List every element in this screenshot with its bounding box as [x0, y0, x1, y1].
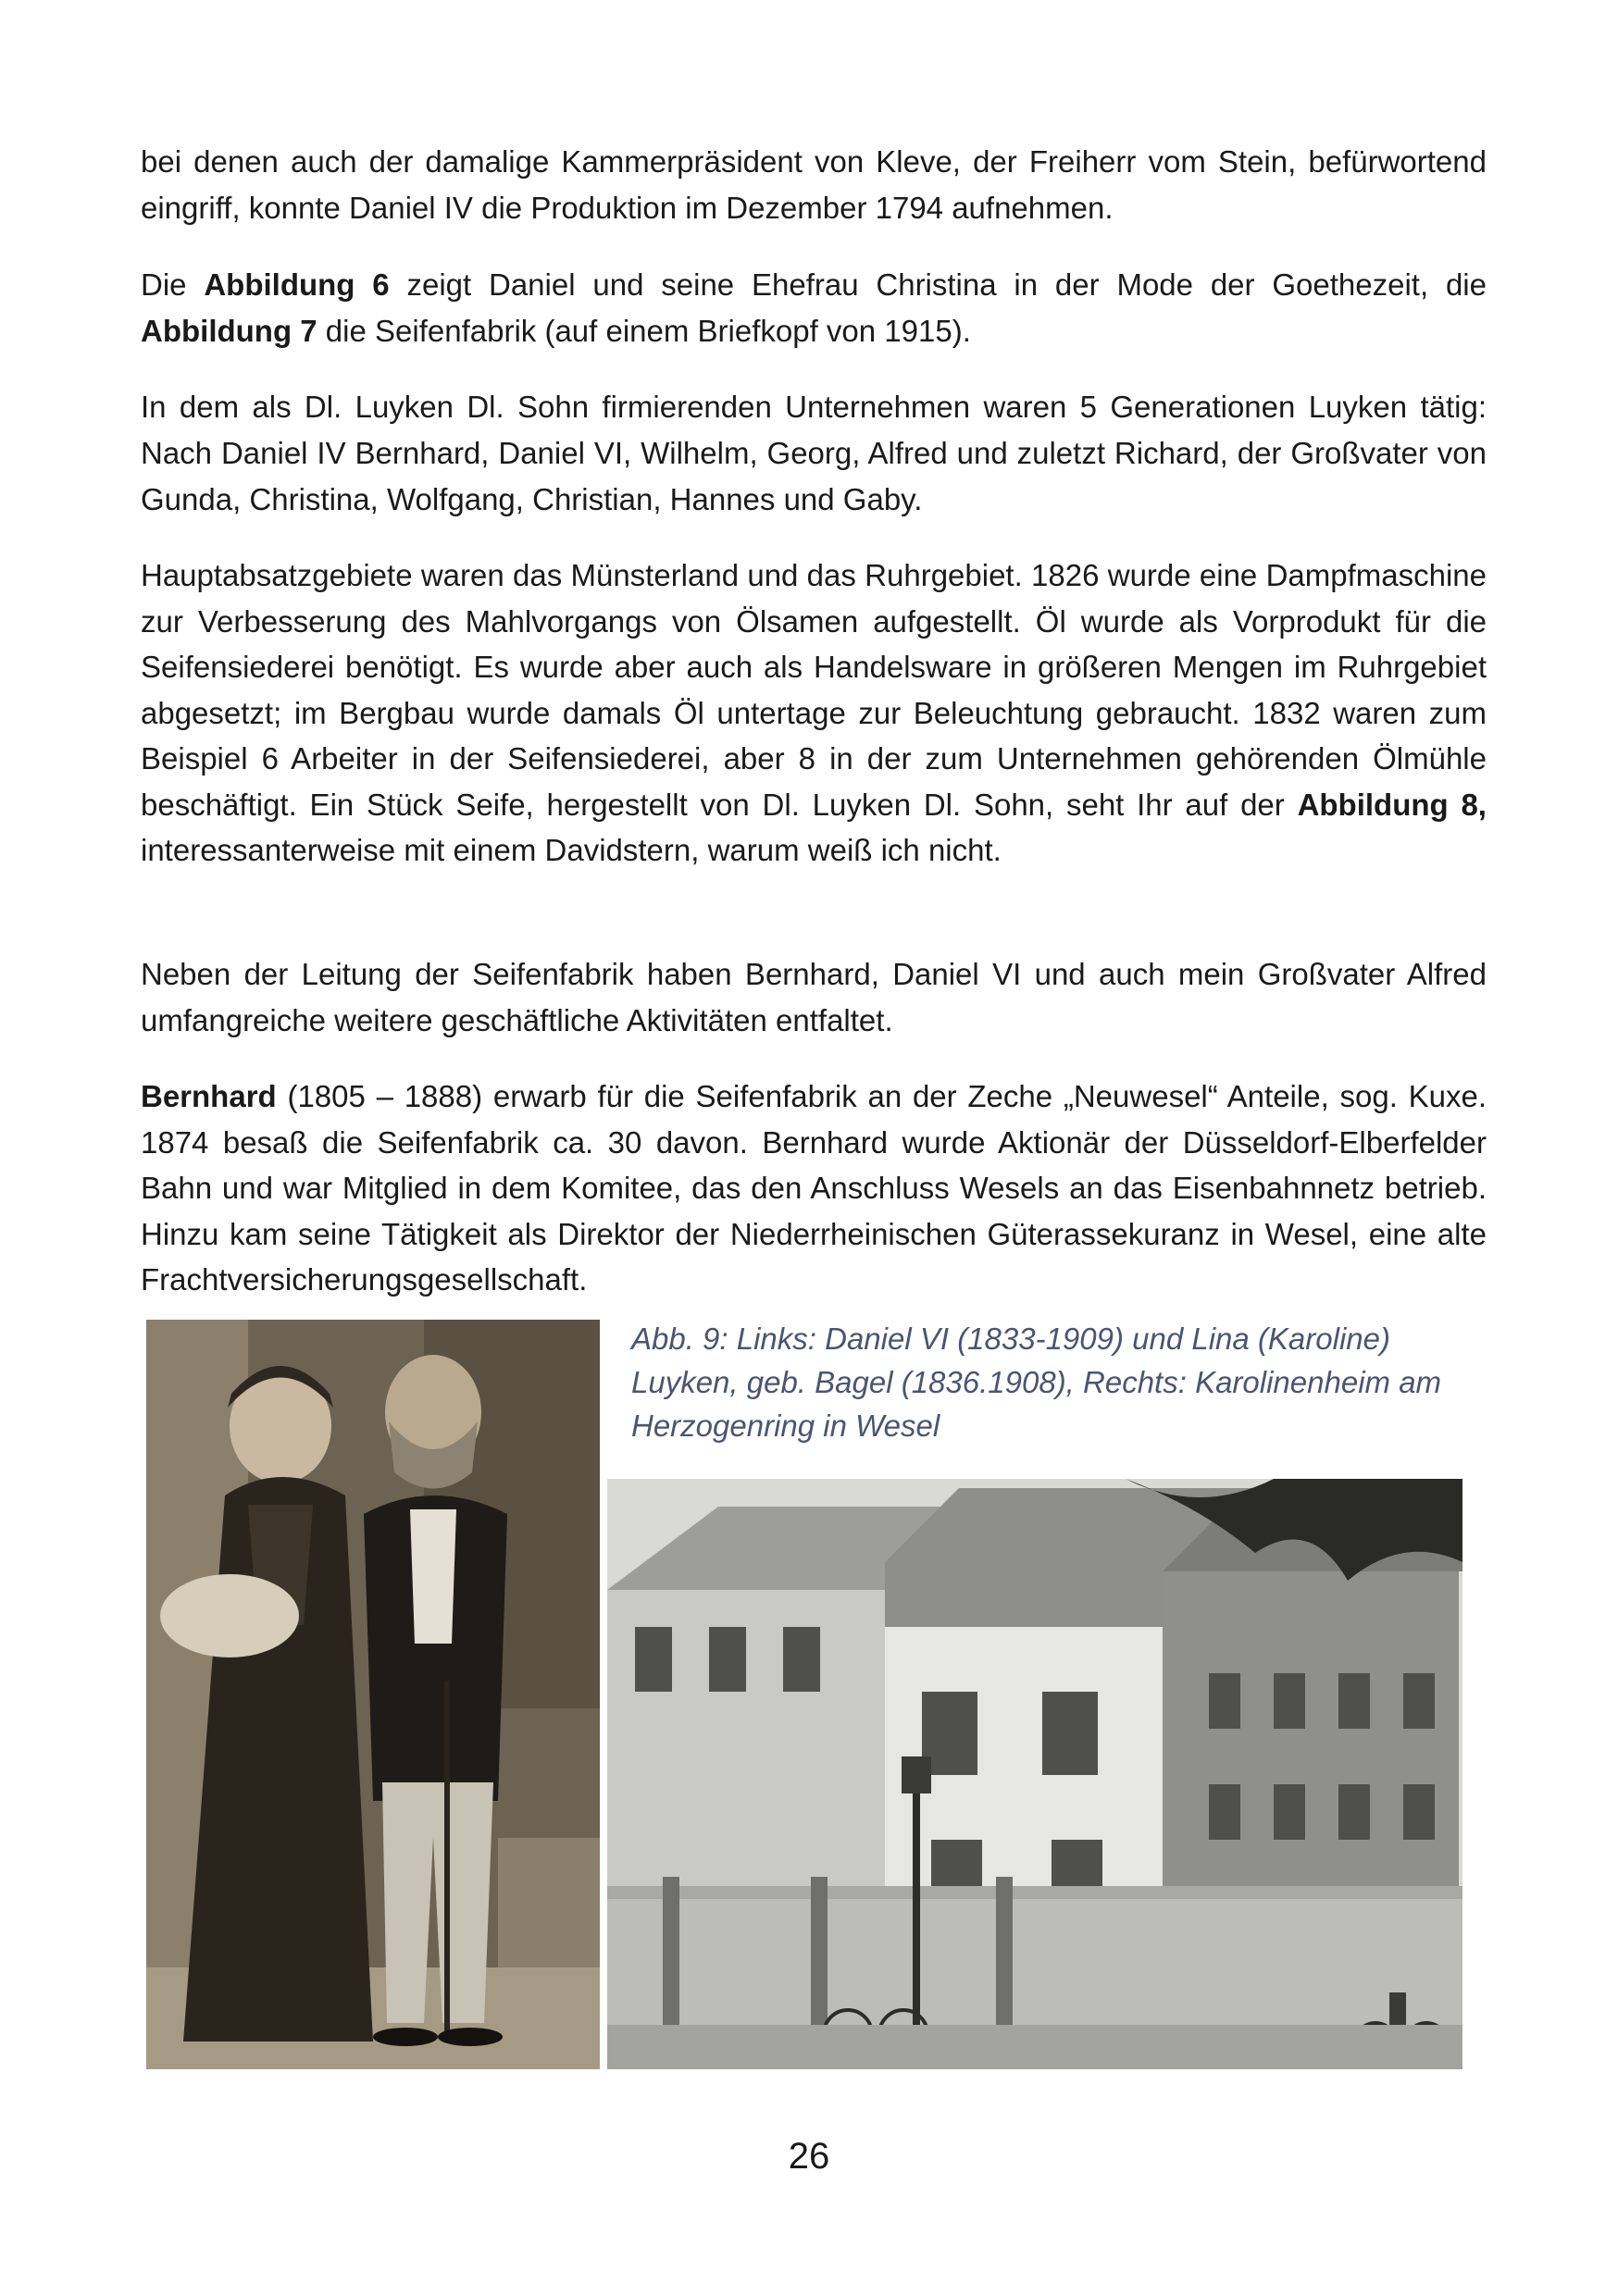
photo-daniel-and-lina: [146, 1320, 600, 2069]
paragraph-4-text-c: interessanterweise mit einem Davidstern, warum weiß ich nicht.: [141, 833, 1002, 867]
paragraph-2-text-a: Die: [141, 267, 205, 302]
page-number: 26: [788, 2136, 830, 2177]
name-bernhard: Bernhard: [141, 1079, 277, 1113]
paragraph-6: [141, 1074, 1487, 1303]
photo-building-illustration: [607, 1479, 1462, 2069]
figure-caption: Abb. 9: Links: Daniel VI (1833-1909) und Lina (Karoline) Luyken, geb. Bagel (1836.1908), Rechts: Karolinenheim am Herzogenring in Wesel: [631, 1322, 1442, 1443]
paragraph-1: bei denen auch der damalige Kammerpräsident von Kleve, der Freiherr vom Stein, befürwortend eingriff, konnte Daniel IV die Produktion im Dezember 1794 aufnehmen.: [141, 144, 1487, 225]
paragraph-6-text: (1805 – 1888) erwarb für die Seifenfabrik an der Zeche „Neuwesel“ Anteile, sog. Kuxe. 1874 besaß die Seifenfabrik ca. 30 davon. Bernhard wurde Aktionär der Düsseldorf-Elberfelder Bahn und war Mitglied in dem Komitee, das den Anschluss Wesels an das Eisenbahnnetz betrieb. Hinzu kam seine Tätigkeit als Direktor der Niederrheinischen Güterassekuranz in Wesel, eine alte Frachtversicherungsgesellschaft.: [141, 1079, 1487, 1297]
photo-portrait-illustration: [146, 1320, 600, 2069]
paragraph-4-text-a: Hauptabsatzgebiete waren das Münsterland und das Ruhrgebiet. 1826 wurde eine Dampfmaschine zur Verbesserung des Mahlvorgangs von Ölsamen aufgestellt. Öl wurde als Vorprodukt für die Seifensiederei benötigt. Es wurde aber auch als Handelsware in größeren Mengen im Ruhrgebiet abgesetzt; im Bergbau wurde damals Öl untertage zur Beleuchtung gebraucht. 1832 waren zum Beispiel 6 Arbeiter in der Seifensiederei, aber 8 in der zum Unternehmen gehörenden Ölmühle beschäftigt. Ein Stück Seife, hergestellt von Dl. Luyken Dl. Sohn, seht Ihr auf der: [141, 558, 1487, 822]
figure-ref-7: Abbildung 7: [141, 314, 317, 348]
paragraph-3: In dem als Dl. Luyken Dl. Sohn firmierenden Unternehmen waren 5 Generationen Luyken tätig: Nach Daniel IV Bernhard, Daniel VI, Wilhelm, Georg, Alfred und zuletzt Richard, der Großvater von Gunda, Christina, Wolfgang, Christian, Hannes und Gaby.: [141, 390, 1487, 516]
figure-ref-6: Abbildung 6: [204, 267, 390, 302]
paragraph-2-text-c: zeigt Daniel und seine Ehefrau Christina in der Mode der Goethezeit, die: [389, 267, 1487, 302]
figure-ref-8: Abbildung 8,: [1297, 787, 1487, 822]
paragraph-2: [141, 262, 1487, 354]
paragraph-5: Neben der Leitung der Seifenfabrik haben Bernhard, Daniel VI und auch mein Großvater Alfred umfangreiche weitere geschäftliche Aktivitäten entfaltet.: [141, 957, 1487, 1037]
photo-karolinenheim: [607, 1479, 1462, 2069]
paragraph-4: [141, 552, 1487, 874]
paragraph-2-text-d: die Seifenfabrik (auf einem Briefkopf von 1915).: [317, 314, 971, 348]
